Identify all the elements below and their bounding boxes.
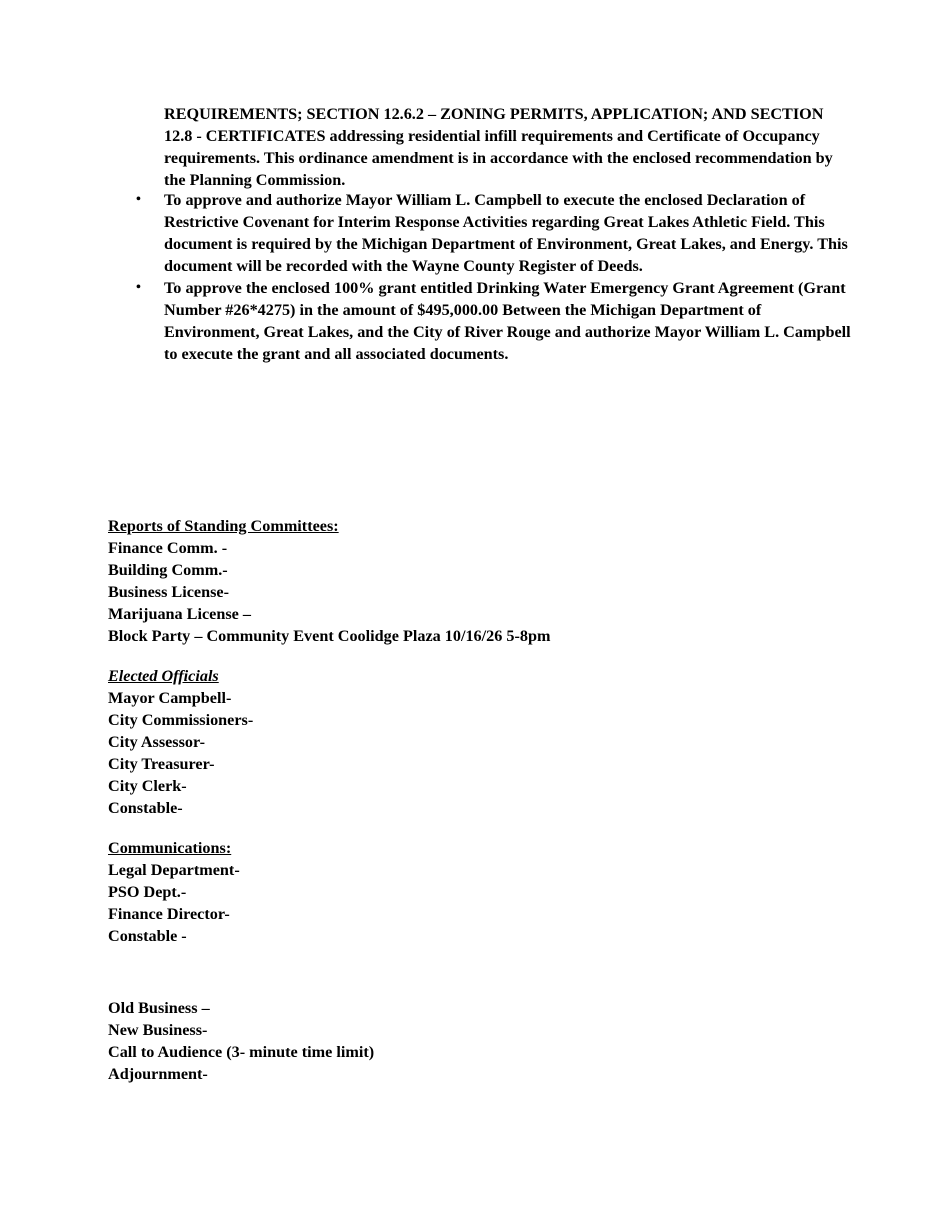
closing-items-section — [108, 997, 828, 1085]
business-license-item: Business License- — [108, 583, 229, 601]
bullet-item-text: To approve and authorize Mayor William L. Campbell to execute the enclosed Declaration of Restrictive Covenant for Interim Response Activities regarding Great Lakes Athletic Field. This document is required by the Michigan Department of Environment, Great Lakes, and Energy. This document will be recorded with the Wayne County Register of Deeds. — [164, 191, 848, 275]
mayor-item: Mayor Campbell- — [108, 689, 232, 707]
elected-officials-heading: Elected Officials — [108, 667, 219, 685]
city-commissioners-item: City Commissioners- — [108, 711, 254, 729]
continued-ordinance-paragraph: REQUIREMENTS; SECTION 12.6.2 – ZONING PERMITS, APPLICATION; AND SECTION 12.8 - CERTIFICATES addressing residential infill requirements and Certificate of Occupancy requirements. This ordinance amendment is in accordance with the enclosed recommendation by the Planning Commission. — [164, 105, 833, 189]
bullet-icon: • — [136, 280, 141, 295]
bullet-item-text: To approve the enclosed 100% grant entitled Drinking Water Emergency Grant Agreement (Grant Number #26*4275) in the amount of $495,000.00 Between the Michigan Department of Environment, Great Lakes, and the City of River Rouge and authorize Mayor William L. Campbell to execute the grant and all associated documents. — [164, 279, 851, 363]
pso-dept-item: PSO Dept.- — [108, 883, 187, 901]
finance-committee-item: Finance Comm. - — [108, 539, 228, 557]
old-business-item: Old Business – — [108, 999, 210, 1017]
building-committee-item: Building Comm.- — [108, 561, 228, 579]
city-clerk-item: City Clerk- — [108, 777, 187, 795]
agenda-bullet-list — [136, 189, 854, 365]
adjournment-item: Adjournment- — [108, 1065, 208, 1083]
block-party-item: Block Party – Community Event Coolidge Plaza 10/16/26 5-8pm — [108, 627, 551, 645]
constable-communication-item: Constable - — [108, 927, 187, 945]
call-to-audience-item: Call to Audience (3- minute time limit) — [108, 1043, 375, 1061]
bullet-item-restrictive-covenant — [136, 189, 854, 277]
marijuana-license-item: Marijuana License – — [108, 605, 251, 623]
constable-item: Constable- — [108, 799, 183, 817]
bullet-item-water-grant — [136, 277, 854, 365]
new-business-item: New Business- — [108, 1021, 208, 1039]
communications-heading: Communications: — [108, 839, 232, 857]
bullet-icon: • — [136, 192, 141, 207]
communications-section — [108, 837, 828, 947]
standing-committees-section — [108, 515, 828, 647]
city-treasurer-item: City Treasurer- — [108, 755, 215, 773]
finance-director-item: Finance Director- — [108, 905, 230, 923]
elected-officials-section — [108, 665, 828, 819]
city-assessor-item: City Assessor- — [108, 733, 205, 751]
legal-department-item: Legal Department- — [108, 861, 240, 879]
standing-committees-heading: Reports of Standing Committees: — [108, 517, 339, 535]
